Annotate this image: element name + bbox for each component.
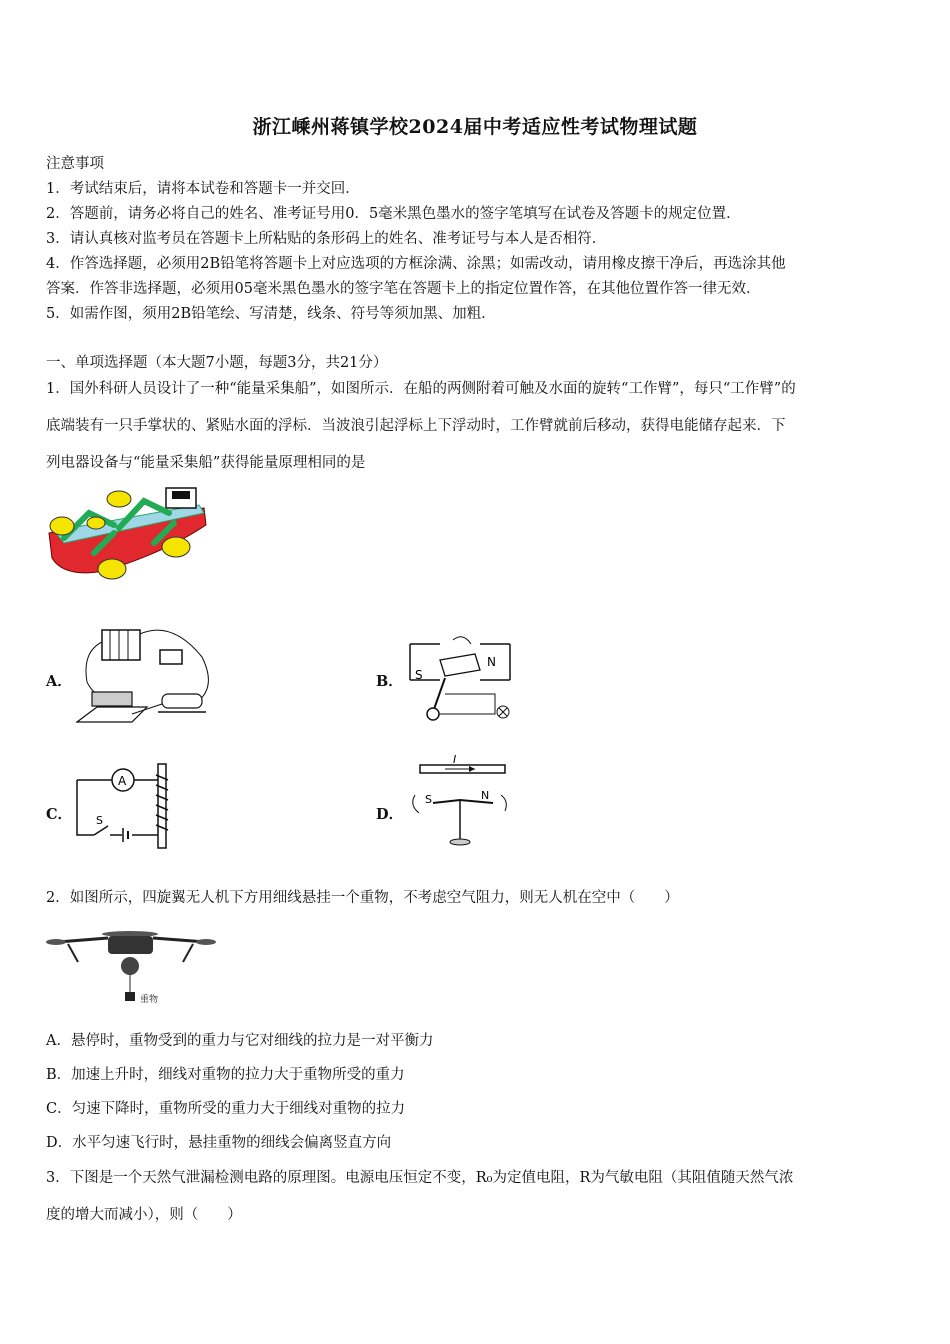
question-2-stem: 2．如图所示，四旋翼无人机下方用细线悬挂一个重物，不考虑空气阻力，则无人机在空中（ ） bbox=[46, 890, 679, 906]
switch-label: S bbox=[96, 814, 103, 827]
electromagnet-circuit-figure bbox=[72, 760, 172, 852]
page-title: 浙江嵊州蒋镇学校2024届中考适应性考试物理试题 bbox=[252, 116, 698, 138]
option-d-label: D． bbox=[376, 806, 404, 823]
notice-item: 答案．作答非选择题，必须用05毫米黑色墨水的签字笔在答题卡上的指定位置作答，在其他位置作答一律无效． bbox=[46, 281, 761, 297]
oersted-figure bbox=[405, 755, 515, 850]
generator-figure bbox=[405, 632, 515, 728]
question-2-option-a: A．悬停时，重物受到的重力与它对细线的拉力是一对平衡力 bbox=[46, 1033, 434, 1049]
option-b-label: B． bbox=[376, 673, 403, 690]
question-3-stem: 3．下图是一个天然气泄漏检测电路的原理图。电源电压恒定不变，R₀为定值电阻，R为气敏电阻（其阻值随天然气浓 bbox=[46, 1170, 794, 1186]
magnet-s-label: S bbox=[415, 668, 423, 682]
current-label: I bbox=[453, 753, 457, 766]
energy-boat-figure bbox=[44, 483, 214, 588]
question-2-option-d: D．水平匀速飞行时，悬挂重物的细线会偏离竖直方向 bbox=[46, 1135, 392, 1151]
battery-circuit-figure bbox=[72, 622, 217, 730]
option-c-label: C． bbox=[46, 806, 73, 823]
section-heading: 一、单项选择题（本大题7小题，每题3分，共21分） bbox=[46, 355, 388, 371]
ammeter-label: A bbox=[118, 774, 127, 788]
notice-heading: 注意事项 bbox=[46, 156, 104, 172]
question-2-option-b: B．加速上升时，细线对重物的拉力大于重物所受的重力 bbox=[46, 1067, 405, 1083]
notice-item: 3．请认真核对监考员在答题卡上所粘贴的条形码上的姓名、准考证号与本人是否相符． bbox=[46, 231, 607, 247]
question-1-stem: 列电器设备与“能量采集船”获得能量原理相同的是 bbox=[46, 455, 366, 471]
question-1-stem: 底端装有一只手掌状的、紧贴水面的浮标．当波浪引起浮标上下浮动时，工作臂就前后移动，获得电能储存起来．下 bbox=[46, 418, 786, 434]
drone-figure bbox=[48, 924, 213, 1009]
notice-item: 2．答题前，请务必将自己的姓名、准考证号用0．5毫米黑色墨水的签字笔填写在试卷及答题卡的规定位置． bbox=[46, 206, 741, 222]
notice-item: 4．作答选择题，必须用2B铅笔将答题卡上对应选项的方框涂满、涂黑；如需改动，请用橡皮擦干净后，再选涂其他 bbox=[46, 256, 786, 272]
question-3-stem: 度的增大而减小），则（ ） bbox=[46, 1207, 242, 1223]
notice-item: 5．如需作图，须用2B铅笔绘、写清楚，线条、符号等须加黑、加粗． bbox=[46, 306, 496, 322]
magnet-n-label: N bbox=[487, 655, 496, 669]
needle-n-label: N bbox=[481, 789, 490, 802]
question-2-option-c: C．匀速下降时，重物所受的重力大于细线对重物的拉力 bbox=[46, 1101, 406, 1117]
option-a-label: A． bbox=[46, 673, 72, 690]
weight-label: 重物 bbox=[140, 995, 159, 1005]
question-1-stem: 1．国外科研人员设计了一种“能量采集船”，如图所示．在船的两侧附着可触及水面的旋转“工作臂”，每只“工作臂”的 bbox=[46, 381, 796, 397]
notice-item: 1．考试结束后，请将本试卷和答题卡一并交回． bbox=[46, 181, 360, 197]
needle-s-label: S bbox=[425, 793, 432, 806]
